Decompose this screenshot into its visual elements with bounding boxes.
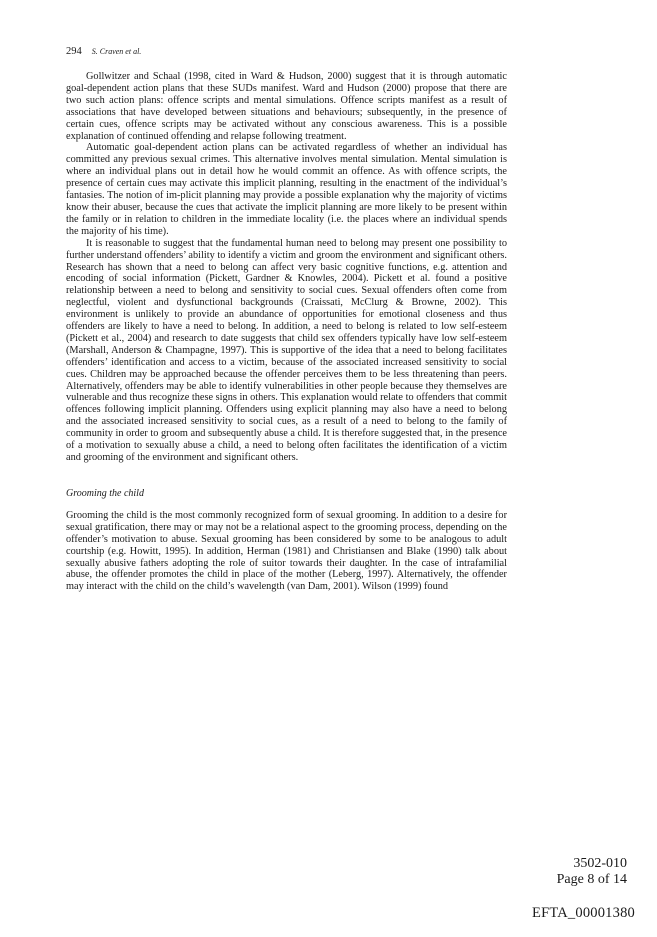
page-count: Page 8 of 14	[556, 872, 627, 887]
section-heading: Grooming the child	[66, 487, 144, 499]
running-head: S. Craven et al.	[91, 47, 142, 56]
body-paragraph-2: Automatic goal-dependent action plans can be activated regardless of whether an individual has committed any previous sexual crimes. This alternative involves mental simulation. Mental simulation is where an individual plans out in detail how he would commit an offence. As with offence scripts, the presence of certain cues may activate this implicit planning, resulting in the enactment of the individual’s fantasies. The notion of im-plicit planning may provide a possible explanation why the majority of victims know their abuser, because the cues that activate the implicit planning are more likely to be present within the family or in relation to children in the immediate locality (i.e. the places where an individual spends the majority of his time).	[66, 142, 507, 237]
body-paragraph-1: Gollwitzer and Schaal (1998, cited in Ward & Hudson, 2000) suggest that it is through automatic goal-dependent action plans that these SUDs manifest. Ward and Hudson (2000) propose that there are two such action plans: offence scripts and mental simulations. Offence scripts manifest as a result of associations that have developed between situations and behaviours; subsequently, in the presence of certain cues, offence scripts may be activated without any conscious awareness. This is a possible explanation of continued offending and relapse following treatment.	[66, 71, 507, 142]
page-header	[66, 45, 141, 58]
page-footer	[557, 856, 627, 888]
page-number: 294	[66, 46, 82, 57]
article-body	[66, 71, 507, 593]
body-paragraph-3: It is reasonable to suggest that the fundamental human need to belong may present one possibility to further understand offenders’ ability to identify a victim and groom the environment and significant others. Research has shown that a need to belong can affect very basic cognitive functions, e.g. attention and encoding of social information (Pickett, Gardner & Knowles, 2004). Pickett et al. found a positive relationship between a need to belong and sensitivity to social cues. Sexual offenders often come from neglectful, violent and dysfunctional backgrounds (Craissati, McClurg & Browne, 2002). This environment is unlikely to provide an abundance of opportunities for emotional closeness and thus offenders are likely to have a need to belong. In addition, a need to belong is related to low self-esteem (Pickett et al., 2004) and research to date suggests that child sex offenders typically have low self-esteem (Marshall, Anderson & Champagne, 1997). This is supportive of the idea that a need to belong facilitates offenders’ identification and access to a victim, because of the associated increased sensitivity to social cues. Children may be approached because the offender perceives them to be less threatening than peers. Alternatively, offenders may be able to identify vulnerabilities in other people because they themselves are vulnerable and thus recognize these signs in others. This explanation would relate to offenders that commit offences following implicit planning. Offenders using explicit planning may also have a need to belong and the associated increased sensitivity to social cues, as a result of a need to belong to the family of community in order to groom and subsequently abuse a child. It is therefore suggested that, in the presence of a motivation to sexually abuse a child, a need to belong often facilitates the identification of a victim and grooming of the environment and significant others.	[66, 237, 507, 463]
efta-identifier: EFTA_00001380	[532, 905, 635, 921]
section-paragraph: Grooming the child is the most commonly recognized form of sexual grooming. In addition to a desire for sexual gratification, there may or may not be a relational aspect to the grooming process, depending on the offender’s motivation to abuse. Sexual grooming has been considered by some to be analogous to adult courtship (e.g. Howitt, 1995). In addition, Herman (1981) and Christiansen and Blake (1990) talk about sexually abusive fathers adopting the role of suitor towards their daughter. In the case of intrafamilial abuse, the offender promotes the child in place of the mother (Leberg, 1997). Alternatively, the offender may interact with the child on the child’s wavelength (van Dam, 2001). Wilson (1999) found	[66, 509, 507, 593]
document-code: 3502-010	[573, 856, 627, 871]
